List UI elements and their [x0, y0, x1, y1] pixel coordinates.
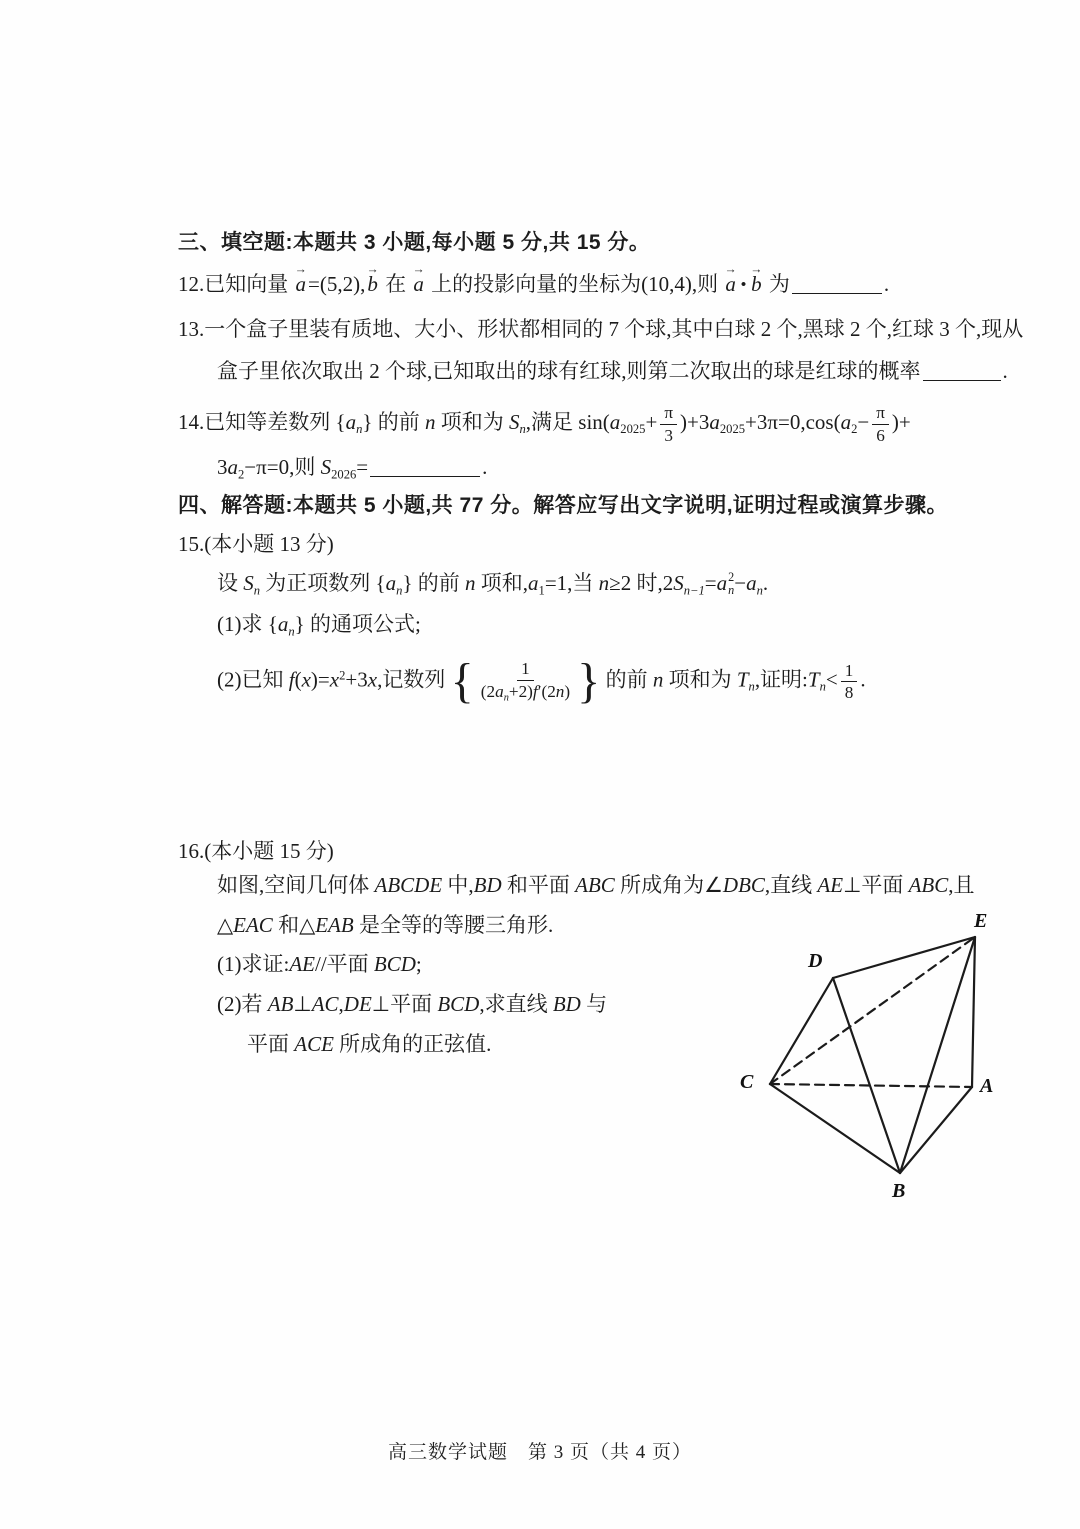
text-run: 1: [521, 659, 530, 678]
text-run: } 的前: [362, 409, 425, 434]
text-run: ,且: [948, 873, 975, 897]
math-var: a: [528, 571, 539, 595]
text-run: 和平面: [501, 873, 576, 897]
text-run: −: [734, 571, 747, 595]
var-subsup: a 2 n: [716, 569, 735, 597]
subscript: 1: [538, 583, 545, 598]
math-var: a: [385, 571, 397, 595]
fraction: [841, 660, 858, 704]
text-run: 的前: [600, 667, 653, 692]
text-run: 12.已知向量: [178, 272, 294, 296]
math-var: n: [424, 409, 436, 434]
math-var: EAC: [233, 913, 273, 937]
math-var: BD: [552, 992, 581, 1016]
math-var: T: [807, 667, 820, 692]
text-run: 项和为: [663, 667, 737, 692]
vertex-label-c: C: [740, 1071, 754, 1093]
math-var: a: [609, 409, 621, 434]
vector-var: b →: [749, 271, 764, 298]
text-run: <: [825, 667, 838, 692]
subscript: n−1: [683, 583, 705, 598]
math-var: f: [532, 681, 538, 701]
geometry-figure: [722, 902, 1032, 1202]
text-run: ,满足 sin(: [525, 409, 610, 434]
math-var: S: [243, 571, 254, 595]
section-4-heading: [178, 492, 948, 519]
math-var: a: [227, 455, 238, 479]
vertex-label-a: A: [980, 1075, 994, 1097]
text-run: 中,: [442, 873, 474, 897]
text-run: ⊥平面: [371, 992, 438, 1016]
text-run: ⊥平面: [843, 873, 909, 897]
text-run: △: [217, 913, 234, 937]
edge-EA: [972, 937, 975, 1087]
text-run: ,证明:: [754, 667, 808, 692]
text-run: +2): [508, 681, 533, 701]
text-run: π: [876, 403, 885, 422]
big-brace: }: [577, 654, 601, 708]
math-var: ABCDE: [374, 873, 443, 897]
vector-var: a →: [411, 271, 426, 298]
subscript: 2: [238, 467, 245, 482]
subscript: n: [748, 679, 755, 694]
vector-var: a →: [723, 271, 738, 298]
question-15-intro: [217, 570, 768, 599]
edge-CE-dashed: [770, 937, 975, 1084]
text-run: 所成角为∠: [614, 873, 723, 897]
vertex-label-e: E: [974, 910, 988, 932]
math-var: ABC: [908, 873, 949, 897]
text-run: =: [356, 455, 369, 479]
text-run: =(5,2),: [308, 272, 366, 296]
text-run: 平面: [247, 1032, 295, 1056]
text-run: 项和为: [435, 409, 509, 434]
vector-var: b →: [365, 271, 380, 298]
question-14-line-1: [178, 402, 911, 446]
question-16-intro-line-2: [217, 912, 553, 939]
math-var: DBC: [722, 873, 765, 897]
answer-blank: [923, 359, 1001, 381]
question-13-line-1: [178, 316, 1023, 343]
question-12: [178, 269, 889, 298]
question-16-part-2-line-2: [247, 1031, 491, 1058]
dot-operator: •: [740, 276, 747, 293]
subscript: n: [253, 583, 261, 598]
superscript: 2: [339, 668, 346, 683]
text-run: 13.一个盒子里装有质地、大小、形状都相同的 7 个球,其中白球 2 个,黑球 2 个,红球 3 个,现从: [178, 317, 1024, 341]
text-run: 14.已知等差数列 {: [178, 409, 346, 434]
text-run: 1: [844, 660, 854, 680]
subscript: n: [396, 583, 403, 598]
text-run: −: [857, 409, 870, 434]
text-run: (2)已知: [217, 667, 289, 692]
text-run: 上的投影向量的坐标为(10,4),则: [425, 272, 724, 296]
subscript: 2026: [331, 467, 357, 482]
text-run: .: [1002, 359, 1008, 383]
text-run: 在: [379, 272, 412, 296]
math-var: ACE: [294, 1032, 334, 1056]
fraction: [872, 402, 889, 446]
math-var: n: [465, 571, 476, 595]
edge-EB: [900, 937, 975, 1173]
edge-DE: [833, 937, 975, 978]
math-var: a: [495, 681, 504, 701]
text-run: )=: [310, 667, 330, 692]
text-run: 8: [844, 683, 854, 703]
math-var: AB: [267, 992, 294, 1016]
math-var: S: [320, 455, 332, 479]
question-15-heading: [178, 531, 334, 558]
text-run: +3: [345, 667, 368, 692]
subscript: n: [288, 624, 295, 639]
subscript: n: [519, 422, 526, 437]
big-brace: {: [450, 654, 474, 708]
text-run: 为: [763, 272, 790, 296]
math-var: n: [652, 667, 664, 692]
subscript: n: [503, 692, 509, 704]
text-run: 所成角的正弦值.: [333, 1032, 492, 1056]
subscript: n: [819, 679, 826, 694]
text-run: 3: [217, 455, 228, 479]
math-var: BCD: [437, 992, 480, 1016]
text-run: ⊥: [293, 992, 312, 1016]
math-var: a: [709, 409, 720, 434]
text-run: .: [762, 571, 769, 595]
text-run: +: [645, 409, 658, 434]
text-run: ,: [338, 992, 344, 1016]
question-16-part-1: [217, 951, 422, 978]
math-var: n: [555, 681, 565, 701]
question-15-part-2: [217, 654, 866, 708]
math-var: a: [746, 571, 757, 595]
math-var: a: [345, 409, 357, 434]
text-run: −π=0,则: [244, 455, 321, 479]
math-var: x: [329, 667, 340, 692]
edge-DB: [833, 978, 900, 1173]
subscript: 2025: [719, 422, 746, 437]
page-footer: 高三数学试题 第 3 页（共 4 页）: [387, 1442, 692, 1463]
vector-var: a →: [294, 271, 309, 298]
math-var: n: [598, 571, 610, 595]
text-run: } 的前: [402, 571, 466, 595]
text-run: (: [294, 667, 302, 692]
edge-CD: [770, 978, 833, 1084]
math-var: T: [736, 667, 749, 692]
math-var: x: [367, 667, 378, 692]
question-14-line-2: [217, 452, 487, 483]
section-3-heading: [178, 229, 650, 256]
text-run: 是全等的等腰三角形.: [353, 913, 554, 937]
text-run: +3π=0,cos(: [745, 409, 841, 434]
text-run: (2)若: [217, 992, 268, 1016]
text-run: 为正项数列 {: [260, 571, 386, 595]
text-run: 16.(本小题 15 分): [178, 839, 334, 863]
answer-blank: [370, 455, 480, 477]
text-run: π: [664, 403, 673, 422]
question-16-heading: [178, 838, 334, 865]
text-run: )+3: [680, 409, 710, 434]
math-var: ABC: [575, 873, 615, 897]
text-run: ′(2: [537, 681, 556, 701]
subscript: 2025: [620, 422, 646, 437]
math-var: DE: [343, 992, 372, 1016]
vertex-label-b: B: [892, 1180, 906, 1202]
text-run: 设: [217, 571, 244, 595]
text-run: 与: [580, 992, 608, 1016]
text-run: ,记数列: [377, 667, 451, 692]
question-16-part-2-line-1: [217, 991, 607, 1018]
text-run: //平面: [314, 952, 374, 976]
math-var: BCD: [373, 952, 416, 976]
math-var: a: [277, 612, 289, 636]
math-var: AE: [817, 873, 844, 897]
text-run: (1)求 {: [217, 612, 278, 636]
text-run: =: [704, 571, 717, 595]
text-run: } 的通项公式;: [294, 612, 421, 636]
fraction: [477, 658, 574, 705]
text-run: 和△: [272, 913, 316, 937]
fraction: [660, 402, 677, 446]
math-var: BD: [473, 873, 502, 897]
subscript: 2: [851, 422, 858, 437]
question-15-part-1: [217, 611, 421, 640]
question-13-line-2: [217, 356, 1008, 385]
text-run: ,求直线: [479, 992, 553, 1016]
text-run: 6: [876, 425, 885, 445]
text-run: 盒子里依次取出 2 个球,已知取出的球有红球,则第二次取出的球是红球的概率: [217, 359, 921, 383]
text-run: .: [482, 455, 488, 479]
edge-AB: [900, 1087, 972, 1173]
text-run: ,直线: [764, 873, 818, 897]
bold-text-run: 四、解答题:本题共 5 小题,共 77 分。解答应写出文字说明,证明过程或演算步骤。: [178, 494, 949, 517]
math-var: S: [508, 409, 520, 434]
bold-text-run: 三、填空题:本题共 3 小题,每小题 5 分,共 15 分。: [178, 231, 651, 254]
text-run: (1)求证:: [217, 952, 290, 976]
math-var: AC: [311, 992, 339, 1016]
text-run: 项和,: [475, 571, 529, 595]
text-run: .: [860, 667, 866, 692]
answer-blank: [792, 272, 882, 294]
text-run: .: [883, 272, 890, 296]
math-var: EAB: [315, 913, 354, 937]
math-var: S: [673, 571, 684, 595]
text-run: 15.(本小题 13 分): [178, 532, 334, 556]
text-run: (2: [480, 681, 496, 701]
subscript: n: [756, 583, 763, 598]
subscript: n: [356, 422, 363, 437]
math-var: AE: [289, 952, 315, 976]
edge-BC: [770, 1084, 900, 1173]
text-run: ≥2 时,2: [609, 571, 674, 595]
text-run: ): [564, 681, 571, 701]
math-var: f: [288, 667, 295, 692]
math-var: x: [301, 667, 311, 692]
geometry-figure-svg: [722, 902, 1032, 1202]
question-16-intro-line-1: [217, 872, 975, 899]
text-run: )+: [891, 409, 911, 434]
text-run: 如图,空间几何体: [217, 873, 375, 897]
text-run: 3: [664, 425, 673, 445]
vertex-label-d: D: [808, 950, 823, 972]
text-run: ;: [415, 952, 422, 976]
math-var: a: [840, 409, 852, 434]
text-run: =1,当: [544, 571, 599, 595]
